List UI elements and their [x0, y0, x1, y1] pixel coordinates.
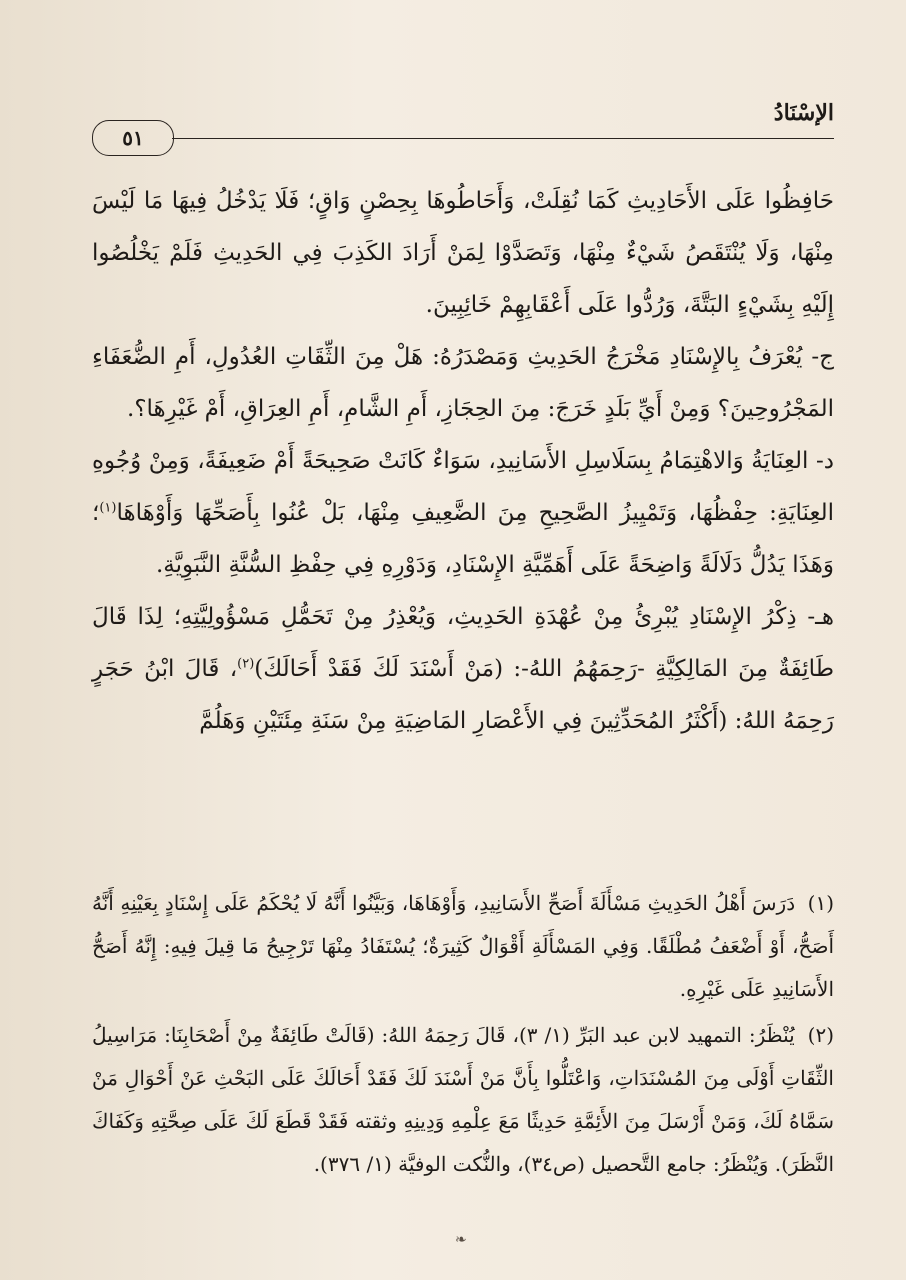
- page-number: ٥١: [92, 120, 174, 156]
- footnote-reference[interactable]: (١): [99, 500, 117, 516]
- footnote: [92, 882, 834, 1011]
- paragraph-text: ؛ وَهَذَا يَدُلُّ دَلَالَةً وَاضِحَةً عَلَى أَهَمِّيَّةِ الإِسْنَادِ، وَدَوْرِهِ فِي حِفْظِ السُّنَّةِ النَّبَوِيَّةِ.: [92, 500, 834, 578]
- footnote-number: (١): [807, 891, 835, 915]
- header-rule: [172, 138, 834, 139]
- paragraph-text: د- العِنَايَةُ وَالاهْتِمَامُ بِسَلَاسِلِ الأَسَانِيدِ، سَوَاءٌ كَانَتْ صَحِيحَةً أَمْ ضَعِيفَةً، وَمِنْ وُجُوهِ العِنَايَةِ: حِفْظُهَا، وَتَمْيِيزُ الصَّحِيحِ مِنَ الضَّعِيفِ مِنْهَا، بَلْ عُنُوا بِأَصَحِّهَا وَأَوْهَاهَا: [92, 448, 834, 526]
- footnote: [92, 1014, 834, 1186]
- footnotes: [92, 882, 834, 1189]
- main-text: [92, 175, 834, 747]
- page-header: [92, 92, 834, 162]
- footnote-text: يُنْظَرُ: التمهيد لابن عبد البَرِّ (١/ ٣)، قَالَ رَحِمَهُ اللهُ: (قَالَتْ طَائِفَةٌ مِنْ أَصْحَابِنَا: مَرَاسِيلُ الثِّقَاتِ أَوْلَى مِنَ المُسْنَدَاتِ، وَاعْتَلُّوا بِأَنَّ مَنْ أَسْنَدَ لَكَ فَقَدْ أَحَالَكَ عَلَى البَحْثِ عَنْ أَحْوَالِ مَنْ سَمَّاهُ لَكَ، وَمَنْ أَرْسَلَ مِنَ الأَئِمَّةِ حَدِيثًا مَعَ عِلْمِهِ وَدِينِهِ وثقته فَقَدْ قَطَعَ لَكَ عَلَى صِحَّتِهِ وَكَفَاكَ النَّظَرَ). وَيُنْظَرُ: جامع التَّحصيل (ص٣٤)، والنُّكت الوفيَّة (١/ ٣٧٦).: [92, 1023, 834, 1176]
- paragraph: [92, 591, 834, 747]
- ornament-icon: ❧: [455, 1232, 467, 1248]
- paragraph: حَافِظُوا عَلَى الأَحَادِيثِ كَمَا نُقِلَتْ، وَأَحَاطُوهَا بِحِصْنٍ وَاقٍ؛ فَلَا يَدْخُلُ فِيهَا مَا لَيْسَ مِنْهَا، وَلَا يُنْتَقَصُ شَيْءٌ مِنْهَا، وَتَصَدَّوْا لِمَنْ أَرَادَ الكَذِبَ فِي الحَدِيثِ فَلَمْ يَخْلُصُوا إِلَيْهِ بِشَيْءٍ البَتَّةَ، وَرُدُّوا عَلَى أَعْقَابِهِمْ خَائِبِينَ.: [92, 188, 834, 318]
- footnote-number: (٢): [807, 1023, 834, 1047]
- footnote-text: دَرَسَ أَهْلُ الحَدِيثِ مَسْأَلَةَ أَصَحِّ الأَسَانِيدِ، وَأَوْهَاهَا، وَبَيَّنُوا أَنَّهُ لَا يُحْكَمُ عَلَى إِسْنَادٍ بِعَيْنِهِ أَنَّهُ أَصَحُّ، أَوْ أَضْعَفُ مُطْلَقًا. وَفِي المَسْأَلَةِ أَقْوَالٌ كَثِيرَةٌ؛ يُسْتَفَادُ مِنْهَا تَرْجِيحُ مَا قِيلَ فِيهِ: إِنَّهُ أَصَحُّ الأَسَانِيدِ عَلَى غَيْرِهِ.: [92, 891, 834, 1001]
- running-title: الإسْنَادُ: [773, 100, 834, 126]
- paragraph-text: ، قَالَ ابْنُ حَجَرٍ رَحِمَهُ اللهُ: (أَكْثَرُ المُحَدِّثِينَ فِي الأَعْصَارِ المَاضِيَةِ مِنْ سَنَةِ مِئَتَيْنِ وَهَلُمَّ: [92, 656, 834, 734]
- footnote-reference[interactable]: (٢): [237, 656, 255, 672]
- paragraph-text: هـ- ذِكْرُ الإِسْنَادِ يُبْرِئُ مِنْ عُهْدَةِ الحَدِيثِ، وَيُعْذِرُ مِنْ تَحَمُّلِ مَسْؤُولِيَّتِهِ؛ لِذَا قَالَ طَائِفَةٌ مِنَ المَالِكِيَّةِ -رَحِمَهُمُ اللهُ-: (مَنْ أَسْنَدَ لَكَ فَقَدْ أَحَالَكَ): [92, 604, 835, 682]
- paragraph: ج- يُعْرَفُ بِالإِسْنَادِ مَخْرَجُ الحَدِيثِ وَمَصْدَرُهُ: هَلْ مِنَ الثِّقَاتِ العُدُولِ، أَمِ الضُّعَفَاءِ المَجْرُوحِينَ؟ وَمِنْ أَيِّ بَلَدٍ خَرَجَ: مِنَ الحِجَازِ، أَمِ الشَّامِ، أَمِ العِرَاقِ، أَمْ غَيْرِهَا؟.: [92, 344, 834, 422]
- paragraph: [92, 435, 834, 591]
